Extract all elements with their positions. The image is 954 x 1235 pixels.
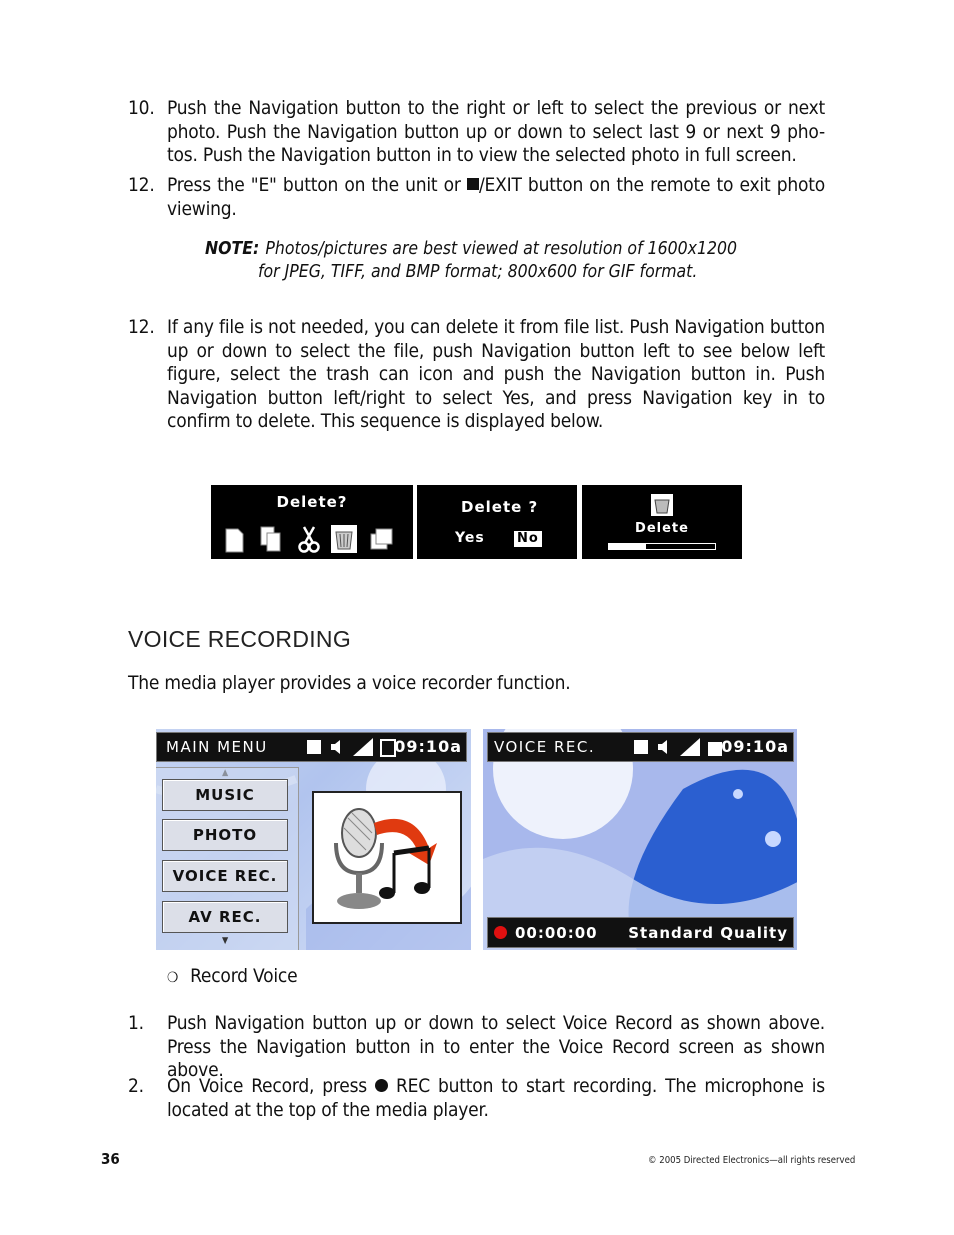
- trash-icon: [331, 525, 357, 553]
- scroll-down-icon: ▼: [222, 936, 229, 946]
- signal-icon: [353, 738, 373, 756]
- step-text: Push Navigation button up or down to select Voice Record as shown above. Press the Navigation button in to enter the Voice Record screen as shown above.: [167, 1012, 825, 1081]
- trash-icon: [651, 494, 673, 516]
- yes-option[interactable]: Yes: [455, 530, 485, 546]
- volume-icon: [331, 740, 340, 754]
- step-number: 2.: [128, 1075, 144, 1097]
- battery-icon: [381, 740, 395, 756]
- microphone-music-icon: [314, 793, 460, 922]
- record-dot-icon: [494, 926, 507, 939]
- step-12-delete: [128, 316, 825, 434]
- record-dot-icon: [375, 1079, 388, 1092]
- step-1: [128, 1012, 825, 1083]
- bullet-record-voice: [167, 965, 567, 991]
- menu-item-photo[interactable]: PHOTO: [162, 819, 288, 851]
- document-icon: [226, 529, 243, 552]
- step-2: [128, 1075, 825, 1122]
- copyright: © 2005 Directed Electronics—all rights reserved: [648, 1155, 856, 1166]
- intro-text: The media player provides a voice recorder function.: [128, 672, 571, 694]
- bullet-text: Record Voice: [190, 965, 298, 987]
- status-icons: [307, 736, 397, 758]
- folder-icon: [371, 529, 392, 549]
- voice-rec-time: 09:10a: [721, 737, 789, 756]
- main-menu-title: MAIN MENU: [166, 738, 268, 756]
- delete-icon-row: [211, 485, 413, 559]
- voice-rec-preview: [312, 791, 462, 924]
- step-number: 12.: [128, 174, 155, 196]
- delete-screen-icons: [211, 485, 413, 559]
- voice-rec-screen: [483, 729, 797, 950]
- delete-prompt: Delete?: [276, 493, 348, 511]
- step-number: 12.: [128, 316, 155, 338]
- note-line-2: for JPEG, TIFF, and BMP format; 800x600 for GIF format.: [258, 262, 698, 282]
- delete-progress-fill: [609, 544, 646, 549]
- note-line-1: Photos/pictures are best viewed at resolution of 1600x1200: [265, 239, 738, 259]
- section-title: VOICE RECORDING: [128, 626, 352, 652]
- step-number: 1.: [128, 1012, 144, 1034]
- delete-progress-bar: [608, 543, 716, 550]
- step-10: [128, 97, 825, 168]
- stop-square-icon: [467, 178, 479, 190]
- step-text: Push the Navigation button to the right or left to select the previous or next photo. Push the Navigation button up or down to select last 9 or next 9 pho-tos. Push the Navigation button in to view the selected photo in full screen.: [167, 97, 825, 166]
- voice-rec-title-bar: [487, 732, 794, 762]
- no-option[interactable]: No: [514, 531, 542, 547]
- music-note-icon: [634, 740, 648, 754]
- menu-item-music[interactable]: MUSIC: [162, 779, 288, 811]
- menu-item-voice-rec[interactable]: VOICE REC.: [162, 860, 288, 892]
- record-quality: Standard Quality: [628, 924, 788, 942]
- menu-item-av-rec[interactable]: AV REC.: [162, 901, 288, 933]
- step-text: On Voice Record, press REC button to start recording. The microphone is located at the top of the media player.: [167, 1075, 825, 1121]
- main-menu-title-bar: [156, 732, 467, 762]
- note: [205, 238, 765, 284]
- main-menu-screen: [156, 729, 471, 950]
- step-12-exit: [128, 174, 825, 221]
- bullet-circle-icon: ❍: [167, 970, 179, 986]
- delete-confirm-screen: [417, 485, 577, 559]
- note-label: NOTE:: [205, 239, 260, 259]
- voice-rec-title: VOICE REC.: [494, 738, 596, 756]
- deleting-screen: [582, 485, 742, 559]
- scissors-icon: [300, 527, 319, 552]
- delete-confirm-title: Delete ?: [461, 498, 539, 516]
- step-text: Press the "E" button on the unit or /EXIT button on the remote to exit photo viewing.: [167, 174, 825, 220]
- status-icons: [634, 736, 724, 758]
- main-menu-time: 09:10a: [394, 737, 462, 756]
- deleting-label: Delete: [635, 521, 689, 536]
- music-note-icon: [307, 740, 321, 754]
- signal-icon: [680, 738, 700, 756]
- page-number: 36: [101, 1150, 120, 1168]
- recording-status-bar: [487, 917, 794, 948]
- step-text: If any file is not needed, you can delete it from file list. Push Navigation button up or down to select the file, push Navigation button left to see below left figure, select the trash can icon and push the Navigation button in. Push Navigation button left/right to select Yes, and press Navigation key in to confirm to delete. This sequence is displayed below.: [167, 316, 825, 432]
- storage-icon: [708, 742, 722, 756]
- record-timer: 00:00:00: [515, 924, 598, 942]
- step-number: 10.: [128, 97, 155, 119]
- volume-icon: [658, 740, 667, 754]
- copy-icon: [261, 527, 280, 551]
